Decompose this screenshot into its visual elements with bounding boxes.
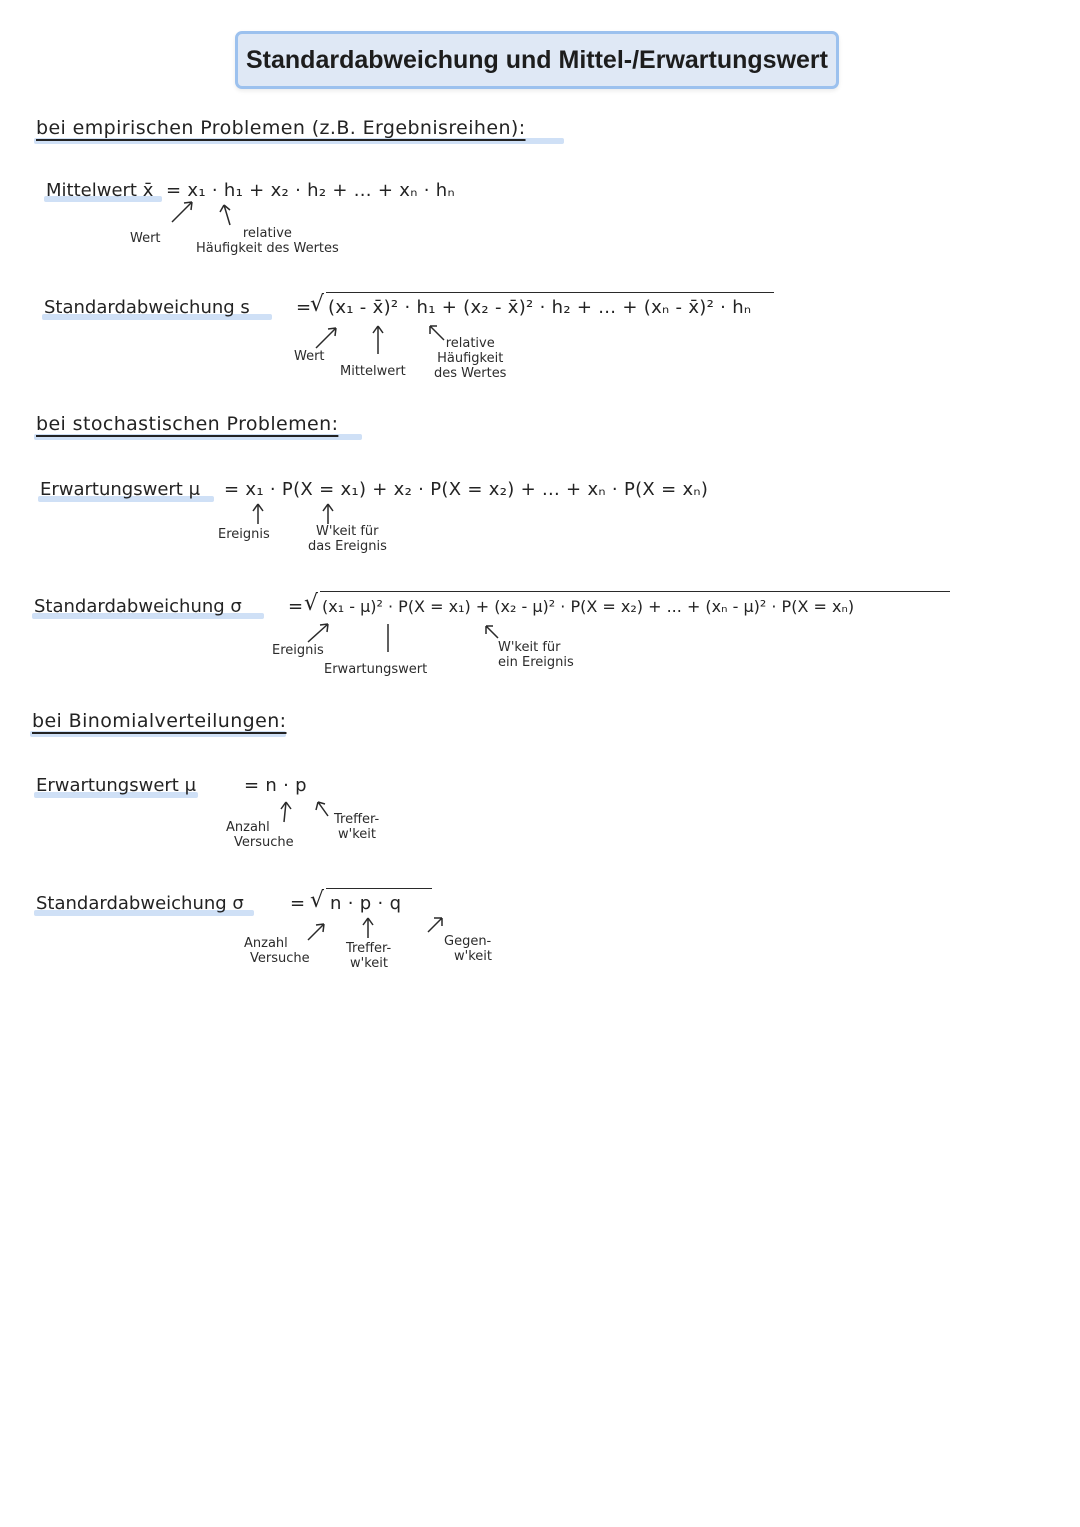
binomial-sd-eq: = <box>290 893 306 914</box>
sd-empirical-note-mean: Mittelwert <box>340 364 406 379</box>
mean-formula: = x₁ · h₁ + x₂ · h₂ + ... + xₙ · hₙ <box>166 180 455 201</box>
sqrt-bar <box>320 591 950 592</box>
arrow-icon <box>380 620 396 654</box>
arrow-icon <box>312 798 334 820</box>
arrow-icon <box>360 914 376 940</box>
heading-stochastic: bei stochastischen Problemen: <box>36 413 339 435</box>
arrow-icon <box>320 500 336 526</box>
arrow-icon <box>170 196 200 226</box>
mean-label: Mittelwert x̄ <box>46 180 154 201</box>
binomial-expectation-note-n: Anzahl Versuche <box>226 820 294 850</box>
mean-note-value: Wert <box>130 231 161 246</box>
arrow-icon <box>250 500 266 526</box>
sd-stochastic-note-expectation: Erwartungswert <box>324 662 428 677</box>
binomial-sd-root: n · p · q <box>330 893 402 914</box>
expectation-note-probability: W'keit für das Ereignis <box>308 524 387 554</box>
sd-stochastic-note-event: Ereignis <box>272 643 324 658</box>
binomial-expectation-label: Erwartungswert μ <box>36 775 197 796</box>
sqrt-icon: √ <box>304 591 319 616</box>
heading-binomial: bei Binomialverteilungen: <box>32 710 287 732</box>
sd-empirical-note-frequency: relative Häufigkeit des Wertes <box>434 336 507 381</box>
title-box <box>235 31 839 89</box>
page-title: Standardabweichung und Mittel-/Erwartungswert <box>246 45 828 74</box>
sqrt-icon: √ <box>310 888 325 913</box>
sd-empirical-label: Standardabweichung s <box>44 297 250 318</box>
arrow-icon <box>370 322 386 356</box>
sqrt-bar <box>326 292 774 293</box>
expectation-label: Erwartungswert μ <box>40 479 201 500</box>
arrow-icon <box>480 622 502 642</box>
sd-empirical-eq: = <box>296 297 312 318</box>
sd-empirical-note-value: Wert <box>294 349 325 364</box>
sd-empirical-root: (x₁ - x̄)² · h₁ + (x₂ - x̄)² · h₂ + ... + (xₙ - x̄)² · hₙ <box>328 297 752 318</box>
binomial-sd-note-n: Anzahl Versuche <box>244 936 310 966</box>
arrow-icon <box>218 199 238 229</box>
sd-stochastic-root: (x₁ - μ)² · P(X = x₁) + (x₂ - μ)² · P(X = x₂) + ... + (xₙ - μ)² · P(X = xₙ) <box>322 597 855 616</box>
binomial-expectation-formula: = n · p <box>244 775 307 796</box>
binomial-sd-note-p: Treffer- w'keit <box>346 941 392 971</box>
sd-stochastic-label: Standardabweichung σ <box>34 596 242 617</box>
binomial-sd-label: Standardabweichung σ <box>36 893 244 914</box>
binomial-sd-note-q: Gegen- w'keit <box>444 934 492 964</box>
sqrt-bar <box>326 888 432 889</box>
arrow-icon <box>304 618 334 646</box>
arrow-icon <box>424 912 448 936</box>
mean-note-frequency: relative Häufigkeit des Wertes <box>196 226 339 256</box>
expectation-formula: = x₁ · P(X = x₁) + x₂ · P(X = x₂) + ... + xₙ · P(X = xₙ) <box>224 479 709 500</box>
sd-stochastic-eq: = <box>288 596 304 617</box>
binomial-expectation-note-p: Treffer- w'keit <box>334 812 380 842</box>
sd-stochastic-note-probability: W'keit für ein Ereignis <box>498 640 574 670</box>
expectation-note-event: Ereignis <box>218 527 270 542</box>
sqrt-icon: √ <box>310 292 325 317</box>
arrow-icon <box>312 322 342 352</box>
heading-empirical: bei empirischen Problemen (z.B. Ergebnisreihen): <box>36 117 526 139</box>
